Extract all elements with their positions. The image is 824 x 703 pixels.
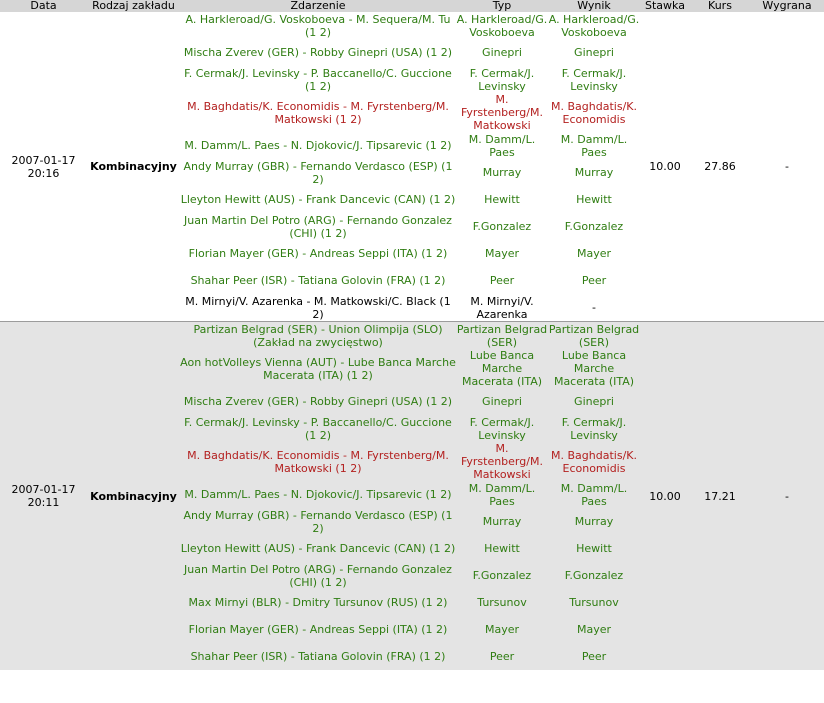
- bet-group: [0, 322, 824, 670]
- event-cell: Aon hotVolleys Vienna (AUT) - Lube Banca Marche Macerata (ITA) (1 2): [180, 349, 456, 388]
- event-cell: Andy Murray (GBR) - Fernando Verdasco (ESP) (1 2): [180, 508, 456, 535]
- result-cell: F. Cermak/J. Levinsky: [548, 66, 640, 93]
- pick-cell: Mayer: [456, 240, 548, 267]
- pick-cell: Tursunov: [456, 589, 548, 616]
- result-cell: Mayer: [548, 240, 640, 267]
- event-cell: Mischa Zverev (GER) - Robby Ginepri (USA) (1 2): [180, 388, 456, 415]
- result-cell: M. Damm/L. Paes: [548, 481, 640, 508]
- result-cell: Ginepri: [548, 39, 640, 66]
- pick-cell: M. Fyrstenberg/M. Matkowski: [456, 93, 548, 132]
- event-cell: M. Damm/L. Paes - N. Djokovic/J. Tipsarevic (1 2): [180, 481, 456, 508]
- pick-cell: F. Cermak/J. Levinsky: [456, 415, 548, 442]
- header-pick: Typ: [456, 0, 548, 12]
- bet-date: 2007-01-17 20:16: [0, 12, 87, 321]
- bet-odds: 27.86: [690, 12, 750, 321]
- bet-stake: 10.00: [640, 12, 690, 321]
- event-cell: Shahar Peer (ISR) - Tatiana Golovin (FRA) (1 2): [180, 267, 456, 294]
- result-cell: M. Baghdatis/K. Economidis: [548, 442, 640, 481]
- pick-cell: Murray: [456, 508, 548, 535]
- result-cell: F. Cermak/J. Levinsky: [548, 415, 640, 442]
- table-row: [0, 12, 824, 39]
- result-cell: Mayer: [548, 616, 640, 643]
- event-cell: M. Mirnyi/V. Azarenka - M. Matkowski/C. Black (1 2): [180, 294, 456, 321]
- bet-kind: Kombinacyjny: [87, 12, 180, 321]
- result-cell: M. Baghdatis/K. Economidis: [548, 93, 640, 132]
- pick-cell: Partizan Belgrad (SER): [456, 322, 548, 349]
- result-cell: Hewitt: [548, 186, 640, 213]
- event-cell: M. Baghdatis/K. Economidis - M. Fyrstenberg/M. Matkowski (1 2): [180, 442, 456, 481]
- pick-cell: Murray: [456, 159, 548, 186]
- header-row: [0, 0, 824, 12]
- event-cell: F. Cermak/J. Levinsky - P. Baccanello/C. Guccione (1 2): [180, 66, 456, 93]
- result-cell: Ginepri: [548, 388, 640, 415]
- event-cell: Lleyton Hewitt (AUS) - Frank Dancevic (CAN) (1 2): [180, 186, 456, 213]
- table-row: [0, 322, 824, 349]
- result-cell: F.Gonzalez: [548, 213, 640, 240]
- pick-cell: Peer: [456, 267, 548, 294]
- event-cell: Lleyton Hewitt (AUS) - Frank Dancevic (CAN) (1 2): [180, 535, 456, 562]
- result-cell: M. Damm/L. Paes: [548, 132, 640, 159]
- event-cell: Max Mirnyi (BLR) - Dmitry Tursunov (RUS) (1 2): [180, 589, 456, 616]
- bet-group: [0, 12, 824, 322]
- pick-cell: M. Fyrstenberg/M. Matkowski: [456, 442, 548, 481]
- pick-cell: F.Gonzalez: [456, 562, 548, 589]
- pick-cell: F.Gonzalez: [456, 213, 548, 240]
- event-cell: Juan Martin Del Potro (ARG) - Fernando Gonzalez (CHI) (1 2): [180, 213, 456, 240]
- bet-odds: 17.21: [690, 322, 750, 670]
- event-cell: Andy Murray (GBR) - Fernando Verdasco (ESP) (1 2): [180, 159, 456, 186]
- pick-cell: Ginepri: [456, 388, 548, 415]
- pick-cell: Hewitt: [456, 535, 548, 562]
- event-cell: M. Damm/L. Paes - N. Djokovic/J. Tipsarevic (1 2): [180, 132, 456, 159]
- header-bet-type: Rodzaj zakładu: [87, 0, 180, 12]
- result-cell: Murray: [548, 159, 640, 186]
- result-cell: -: [548, 294, 640, 321]
- bet-stake: 10.00: [640, 322, 690, 670]
- header-date: Data: [0, 0, 87, 12]
- event-cell: Florian Mayer (GER) - Andreas Seppi (ITA) (1 2): [180, 240, 456, 267]
- pick-cell: Lube Banca Marche Macerata (ITA): [456, 349, 548, 388]
- event-cell: Shahar Peer (ISR) - Tatiana Golovin (FRA) (1 2): [180, 643, 456, 670]
- pick-cell: Peer: [456, 643, 548, 670]
- event-cell: Partizan Belgrad (SER) - Union Olimpija (SLO) (Zakład na zwycięstwo): [180, 322, 456, 349]
- pick-cell: M. Mirnyi/V. Azarenka: [456, 294, 548, 321]
- header-win: Wygrana: [750, 0, 824, 12]
- bet-kind: Kombinacyjny: [87, 322, 180, 670]
- result-cell: Peer: [548, 267, 640, 294]
- event-cell: A. Harkleroad/G. Voskoboeva - M. Sequera/M. Tu (1 2): [180, 12, 456, 39]
- header-event: Zdarzenie: [180, 0, 456, 12]
- event-cell: Mischa Zverev (GER) - Robby Ginepri (USA) (1 2): [180, 39, 456, 66]
- header-stake: Stawka: [640, 0, 690, 12]
- header-result: Wynik: [548, 0, 640, 12]
- pick-cell: Ginepri: [456, 39, 548, 66]
- bet-date: 2007-01-17 20:11: [0, 322, 87, 670]
- pick-cell: F. Cermak/J. Levinsky: [456, 66, 548, 93]
- header-odds: Kurs: [690, 0, 750, 12]
- result-cell: Lube Banca Marche Macerata (ITA): [548, 349, 640, 388]
- bet-win: -: [750, 322, 824, 670]
- result-cell: Partizan Belgrad (SER): [548, 322, 640, 349]
- pick-cell: M. Damm/L. Paes: [456, 132, 548, 159]
- event-cell: Florian Mayer (GER) - Andreas Seppi (ITA) (1 2): [180, 616, 456, 643]
- result-cell: F.Gonzalez: [548, 562, 640, 589]
- event-cell: F. Cermak/J. Levinsky - P. Baccanello/C. Guccione (1 2): [180, 415, 456, 442]
- result-cell: Tursunov: [548, 589, 640, 616]
- pick-cell: M. Damm/L. Paes: [456, 481, 548, 508]
- pick-cell: Mayer: [456, 616, 548, 643]
- result-cell: A. Harkleroad/G. Voskoboeva: [548, 12, 640, 39]
- event-cell: M. Baghdatis/K. Economidis - M. Fyrstenberg/M. Matkowski (1 2): [180, 93, 456, 132]
- pick-cell: Hewitt: [456, 186, 548, 213]
- bet-win: -: [750, 12, 824, 321]
- result-cell: Murray: [548, 508, 640, 535]
- event-cell: Juan Martin Del Potro (ARG) - Fernando Gonzalez (CHI) (1 2): [180, 562, 456, 589]
- pick-cell: A. Harkleroad/G. Voskoboeva: [456, 12, 548, 39]
- result-cell: Hewitt: [548, 535, 640, 562]
- result-cell: Peer: [548, 643, 640, 670]
